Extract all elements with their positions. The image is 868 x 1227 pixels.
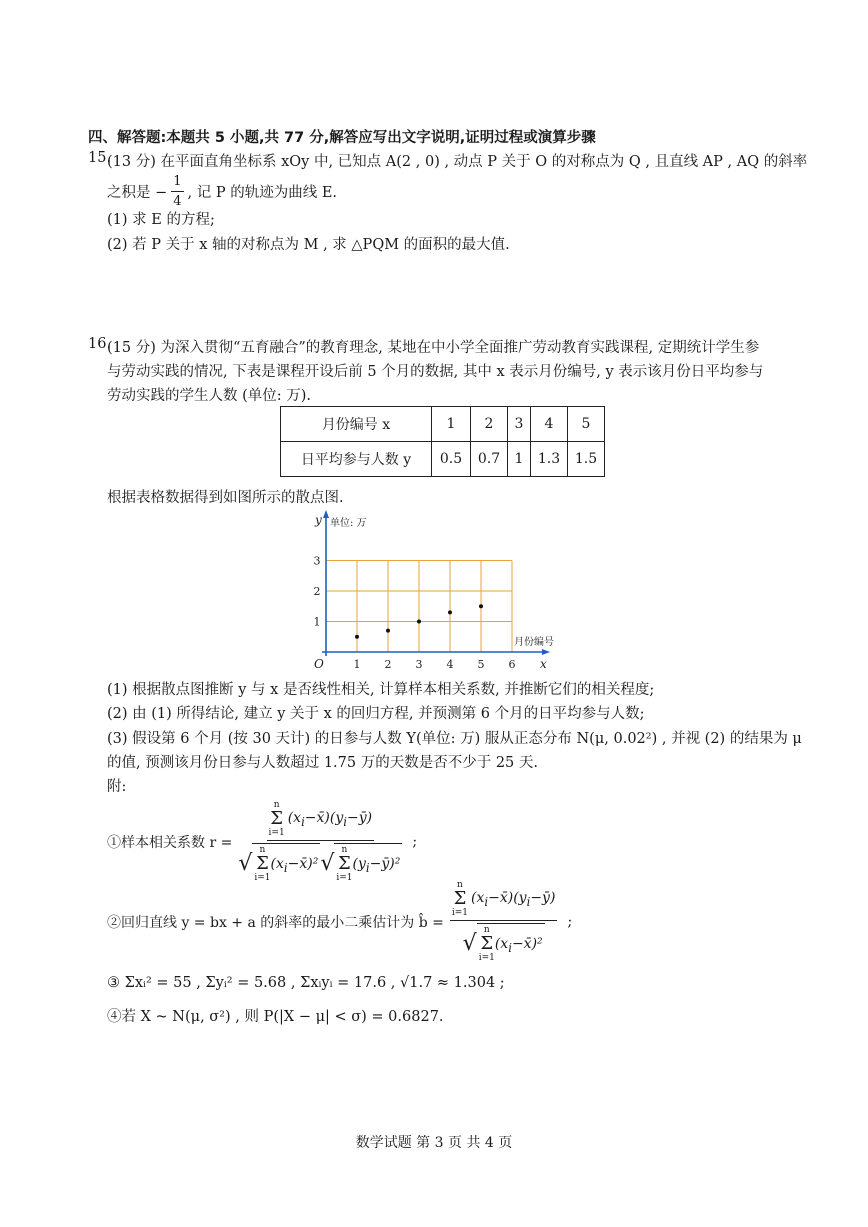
table-cell: 1 — [432, 407, 471, 442]
scatter-plot — [300, 508, 570, 668]
x-tick-label: 5 — [477, 658, 485, 668]
page-footer: 数学试题 第 3 页 共 4 页 — [355, 1135, 513, 1151]
y-tick-label: 3 — [313, 554, 321, 568]
table-cell: 3 — [508, 407, 531, 442]
table-cell: 0.7 — [471, 442, 508, 477]
x-axis-letter: x — [540, 657, 547, 668]
x-tick-label: 3 — [415, 658, 423, 668]
formula-1-fraction: n Σ i=1 $(x_i-x̄)(y_i-ȳ)$ √ n Σ i=1 $(x_i-x̄)^2$ √ n Σ i=1 $(y_i-ȳ)^2$ — [238, 800, 401, 883]
formula-1-label: ①样本相关系数 r = — [107, 834, 233, 851]
formula-slope: ②回归直线 y = bx + a 的斜率的最小二乘估计为 b̂ = n Σ i=1 $(x_i-x̄)(y_i-ȳ)$ √ n Σ i=1 $(x_i-x̄)^2$ ; — [107, 880, 573, 963]
q15-fraction — [171, 174, 183, 209]
q15-line2-post: , 记 P 的轨迹为曲线 E. — [187, 185, 338, 201]
scatter-intro: 根据表格数据得到如图所示的散点图. — [107, 490, 344, 506]
q16-line1: (15 分) 为深入贯彻“五育融合”的教育理念, 某地在中小学全面推广劳动教育实践课程, 定期统计学生参 — [107, 340, 760, 356]
y-tick-label: 1 — [313, 615, 321, 629]
section-header: 四、解答题:本题共 5 小题,共 77 分,解答应写出文字说明,证明过程或演算步骤 — [88, 130, 596, 146]
y-axis-arrow — [323, 510, 329, 518]
table-cell: 1.3 — [531, 442, 568, 477]
table-cell: 4 — [531, 407, 568, 442]
appendix-label: 附: — [107, 779, 127, 795]
table-cell: 1 — [508, 442, 531, 477]
y-axis-letter: y — [315, 513, 322, 527]
q16-part2: (2) 由 (1) 所得结论, 建立 y 关于 x 的回归方程, 并预测第 6 个月的日平均参与人数; — [107, 706, 645, 722]
table-cell: 0.5 — [432, 442, 471, 477]
sum-symbol: n Σ i=1 — [268, 800, 285, 838]
q15-line1: (13 分) 在平面直角坐标系 xOy 中, 已知点 A(2 , 0) , 动点 P 关于 O 的对称点为 Q , 且直线 AP , AQ 的斜率 — [107, 154, 808, 170]
x-axis-arrow — [542, 649, 550, 655]
formula-2-label: ②回归直线 y = bx + a 的斜率的最小二乘估计为 b̂ = — [107, 914, 444, 931]
x-tick-label: 2 — [384, 658, 392, 668]
table-row — [281, 407, 605, 442]
x-tick-label: 1 — [353, 658, 361, 668]
table-cell-x-label: 月份编号 x — [281, 407, 432, 442]
q15-part1: (1) 求 E 的方程; — [107, 212, 215, 228]
table-cell: 5 — [568, 407, 605, 442]
q16-part1: (1) 根据散点图推断 y 与 x 是否线性相关, 计算样本相关系数, 并推断它们的相关程度; — [107, 682, 655, 698]
formula-normal: ④若 X ~ N(μ, σ²) , 则 P(|X − μ| < σ) = 0.6827. — [107, 1009, 444, 1025]
q15-line2 — [107, 174, 337, 209]
q15-number: 15. — [88, 150, 112, 166]
q16-number: 16. — [88, 336, 112, 352]
q16-part3-line1: (3) 假设第 6 个月 (按 30 天计) 的日参与人数 Y(单位: 万) 服从正态分布 N(μ, 0.02²) , 并视 (2) 的结果为 μ — [107, 731, 802, 747]
y-axis-title: 单位: 万 — [330, 518, 367, 529]
formula-correlation: ①样本相关系数 r = n Σ i=1 $(x_i-x̄)(y_i-ȳ)$ √ n Σ i=1 $(x_i-x̄)^2$ √ n Σ i=1 $(y_i-ȳ)^2$ ; — [107, 800, 418, 883]
data-point — [448, 610, 452, 614]
data-point — [479, 604, 483, 608]
q15-frac-den: 4 — [173, 194, 182, 209]
x-tick-label: 6 — [508, 658, 516, 668]
q15-frac-num: 1 — [171, 174, 183, 192]
y-tick-label: 2 — [313, 585, 321, 598]
table-row — [281, 442, 605, 477]
data-point — [417, 620, 421, 624]
data-table — [280, 406, 605, 477]
q15-line2-pre: 之积是 − — [107, 185, 168, 201]
q16-part3-line2: 的值, 预测该月份日参与人数超过 1.75 万的天数是否不少于 25 天. — [107, 755, 538, 771]
data-point — [386, 629, 390, 633]
q16-line2: 与劳动实践的情况, 下表是课程开设后前 5 个月的数据, 其中 x 表示月份编号, y 表示该月份日平均参与 — [107, 364, 764, 380]
data-point — [355, 635, 359, 639]
table-cell-y-label: 日平均参与人数 y — [281, 442, 432, 477]
q16-line3: 劳动实践的学生人数 (单位: 万). — [107, 388, 312, 404]
formula-2-fraction: n Σ i=1 $(x_i-x̄)(y_i-ȳ)$ √ n Σ i=1 $(x_i-x̄)^2$ — [451, 880, 556, 963]
q15-part2: (2) 若 P 关于 x 轴的对称点为 M , 求 △PQM 的面积的最大值. — [107, 237, 510, 253]
origin-label: O — [314, 657, 324, 668]
table-cell: 1.5 — [568, 442, 605, 477]
table-cell: 2 — [471, 407, 508, 442]
x-axis-title: 月份编号 — [514, 637, 554, 648]
x-tick-label: 4 — [446, 658, 454, 668]
formula-sums: ③ Σxᵢ² = 55 , Σyᵢ² = 5.68 , Σxᵢyᵢ = 17.6 , √1.7 ≈ 1.304 ; — [107, 975, 505, 991]
